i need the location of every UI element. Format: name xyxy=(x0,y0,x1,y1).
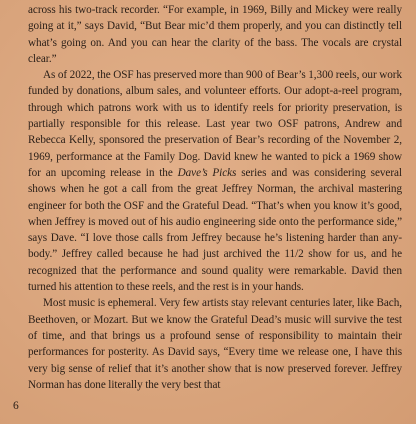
page-number: 6 xyxy=(13,400,19,412)
paragraph-2 xyxy=(28,67,402,295)
paragraph-3-text: Most music is ephemeral. Very few artists stay relevant centuries later, like Bach, Beethoven, or Mozart. But we know the Grateful Dead’s music will survive the test of time, and that brings us a profound sense of responsibility to maintain their performances for posterity. As David says, “Every time we release one, I have this very big sense of relief that it’s another show that is now preserved forever. Jeffrey Norman has done literally the very best that xyxy=(28,297,402,391)
body-text xyxy=(28,2,402,393)
paragraph-2-text-a: As of 2022, the OSF has preserved more than 900 of Bear’s 1,300 reels, our work funded by donations, album sales, and volunteer efforts. Our adopt-a-reel program, through which patrons work with us to identify reels for priority preservation, is partially responsible for this release. Last year two OSF patrons, Andrew and Rebecca Kelly, sponsored the preservation of Bear’s recording of the November 2, 1969, performance at the Family Dog. David knew he wanted to pick a 1969 show for an upcoming release in the xyxy=(28,69,402,179)
paragraph-1-text: across his two-track recorder. “For example, in 1969, Billy and Mickey were really going at it,” says David, “But Bear mic’d them properly, and you can distinctly tell what’s going on. And you can hear the clarity of the bass. The vocals are crystal clear.” xyxy=(28,4,402,65)
series-title-italic: Dave’s Picks xyxy=(177,166,237,179)
paragraph-1 xyxy=(28,2,402,67)
paragraph-3 xyxy=(28,295,402,393)
paragraph-2-text-b: series and was considering several shows when he got a call from the great Jeffrey Norman, the archival mastering engineer for both the OSF and the Grateful Dead. “That’s when you know it’s good, when Jeffrey is moved out of his audio engineering side onto the performance side,” says Dave. “I love those calls from Jeffrey because he’s listening harder than any-body.” Jeffrey called because he had just archived the 11/2 show for us, and he recognized that the performance and sound quality were remarkable. David then turned his attention to these reels, and the rest is in your hands. xyxy=(28,166,402,294)
